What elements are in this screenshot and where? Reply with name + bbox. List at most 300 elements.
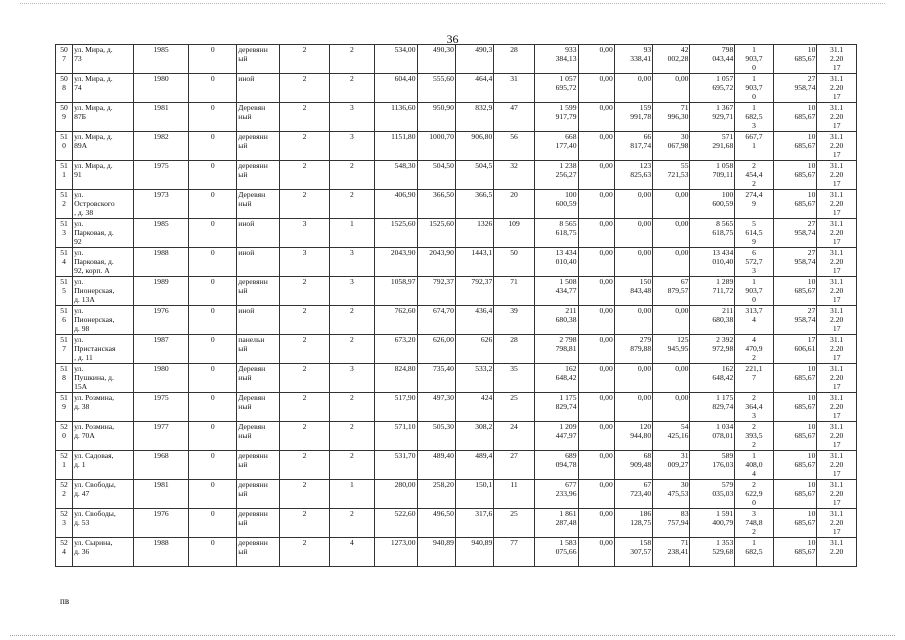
floors-cell: 2 [279,480,329,509]
local-share-cell: 589 176,03 [690,451,735,480]
living-area-cell: 950,90 [417,103,455,132]
max-cost-cell: 10 685,67 [773,538,817,567]
max-cost-cell: 10 685,67 [773,190,817,219]
residential-area-cell: 504,5 [455,161,493,190]
living-area-cell: 504,50 [417,161,455,190]
estimated-cost-cell: 1 599 917,79 [534,103,578,132]
row-number-cell: 51 2 [56,190,73,219]
unit-cost-cell: 1 408,0 4 [735,451,773,480]
entrances-cell: 3 [330,132,375,161]
col-4-cell: 0 [189,161,237,190]
local-share-cell: 1 175 829,74 [690,393,735,422]
footer-note: пв [60,596,70,606]
row-number-cell: 51 6 [56,306,73,335]
residential-area-cell: 1326 [455,219,493,248]
residential-area-cell: 436,4 [455,306,493,335]
row-number-cell: 51 8 [56,364,73,393]
table-row [56,451,857,480]
entrances-cell: 2 [330,161,375,190]
regional-share-cell: 71 996,30 [653,103,690,132]
estimated-cost-cell: 8 565 618,75 [534,219,578,248]
owners-funds-cell: 0,00 [578,509,614,538]
owners-funds-cell: 0,00 [578,306,614,335]
col-4-cell: 0 [189,190,237,219]
max-cost-cell: 10 685,67 [773,45,817,74]
residents-cell: 77 [494,538,535,567]
floors-cell: 2 [279,306,329,335]
owners-funds-cell: 0,00 [578,248,614,277]
max-cost-cell: 10 685,67 [773,480,817,509]
year-cell: 1988 [133,538,188,567]
table-row [56,364,857,393]
scan-bottom-edge [10,635,895,636]
owners-funds-cell: 0,00 [578,103,614,132]
living-area-cell: 674,70 [417,306,455,335]
estimated-cost-cell: 1 238 256,27 [534,161,578,190]
entrances-cell: 2 [330,393,375,422]
living-area-cell: 490,30 [417,45,455,74]
wall-material-cell: деревянн ый [237,509,280,538]
deadline-cell: 31.1 2.20 17 [817,480,857,509]
residential-area-cell: 464,4 [455,74,493,103]
floors-cell: 2 [279,161,329,190]
entrances-cell: 1 [330,480,375,509]
address-cell: ул. Пушкина, д. 15А [73,364,134,393]
floors-cell: 2 [279,45,329,74]
residents-cell: 27 [494,451,535,480]
row-number-cell: 52 2 [56,480,73,509]
table-row [56,161,857,190]
entrances-cell: 2 [330,509,375,538]
living-area-cell: 1525,60 [417,219,455,248]
wall-material-cell: Деревян ный [237,190,280,219]
col-4-cell: 0 [189,132,237,161]
estimated-cost-cell: 211 680,38 [534,306,578,335]
fund-share-cell: 66 817,74 [614,132,652,161]
deadline-cell: 31.1 2.20 17 [817,509,857,538]
year-cell: 1975 [133,161,188,190]
row-number-cell: 50 7 [56,45,73,74]
table-row [56,480,857,509]
floors-cell: 3 [279,219,329,248]
unit-cost-cell: 3 748,8 2 [735,509,773,538]
year-cell: 1981 [133,103,188,132]
col-4-cell: 0 [189,335,237,364]
residents-cell: 35 [494,364,535,393]
address-cell: ул. Садовая, д. 1 [73,451,134,480]
address-cell: ул. Свободы, д. 47 [73,480,134,509]
residents-cell: 39 [494,306,535,335]
fund-share-cell: 0,00 [614,364,652,393]
row-number-cell: 52 3 [56,509,73,538]
fund-share-cell: 0,00 [614,393,652,422]
floors-cell: 2 [279,538,329,567]
residential-area-cell: 626 [455,335,493,364]
local-share-cell: 13 434 010,40 [690,248,735,277]
table-row [56,277,857,306]
estimated-cost-cell: 668 177,40 [534,132,578,161]
col-4-cell: 0 [189,451,237,480]
regional-share-cell: 42 002,28 [653,45,690,74]
wall-material-cell: деревянн ый [237,132,280,161]
living-area-cell: 366,50 [417,190,455,219]
max-cost-cell: 10 685,67 [773,132,817,161]
max-cost-cell: 10 685,67 [773,277,817,306]
estimated-cost-cell: 933 384,13 [534,45,578,74]
address-cell: ул. Сырина, д. 36 [73,538,134,567]
unit-cost-cell: 2 364,4 3 [735,393,773,422]
entrances-cell: 4 [330,538,375,567]
address-cell: ул. Пионерская, д. 13А [73,277,134,306]
local-share-cell: 1 591 400,79 [690,509,735,538]
residential-area-cell: 150,1 [455,480,493,509]
row-number-cell: 51 5 [56,277,73,306]
wall-material-cell: иной [237,306,280,335]
address-cell: ул. Мира, д. 91 [73,161,134,190]
residents-cell: 25 [494,509,535,538]
residential-area-cell: 424 [455,393,493,422]
local-share-cell: 1 353 529,68 [690,538,735,567]
local-share-cell: 1 367 929,71 [690,103,735,132]
deadline-cell: 31.1 2.20 17 [817,103,857,132]
floors-cell: 2 [279,190,329,219]
year-cell: 1988 [133,248,188,277]
entrances-cell: 2 [330,45,375,74]
col-4-cell: 0 [189,248,237,277]
living-area-cell: 489,40 [417,451,455,480]
wall-material-cell: Деревян ный [237,364,280,393]
entrances-cell: 3 [330,364,375,393]
local-share-cell: 1 289 711,72 [690,277,735,306]
residential-area-cell: 792,37 [455,277,493,306]
col-4-cell: 0 [189,538,237,567]
address-cell: ул. Мира, д. 87Б [73,103,134,132]
floors-cell: 2 [279,393,329,422]
max-cost-cell: 10 685,67 [773,509,817,538]
residents-cell: 24 [494,422,535,451]
regional-share-cell: 0,00 [653,190,690,219]
row-number-cell: 51 4 [56,248,73,277]
wall-material-cell: деревянн ый [237,161,280,190]
unit-cost-cell: 1 682,5 [735,538,773,567]
living-area-cell: 735,40 [417,364,455,393]
owners-funds-cell: 0,00 [578,451,614,480]
living-area-cell: 2043,90 [417,248,455,277]
unit-cost-cell: 2 393,5 2 [735,422,773,451]
estimated-cost-cell: 677 233,96 [534,480,578,509]
owners-funds-cell: 0,00 [578,422,614,451]
year-cell: 1976 [133,509,188,538]
residential-area-cell: 533,2 [455,364,493,393]
total-area-cell: 1151,80 [374,132,417,161]
local-share-cell: 2 392 972,98 [690,335,735,364]
owners-funds-cell: 0,00 [578,480,614,509]
estimated-cost-cell: 1 209 447,97 [534,422,578,451]
owners-funds-cell: 0,00 [578,335,614,364]
floors-cell: 2 [279,103,329,132]
total-area-cell: 531,70 [374,451,417,480]
year-cell: 1973 [133,190,188,219]
row-number-cell: 51 7 [56,335,73,364]
unit-cost-cell: 2 622,9 0 [735,480,773,509]
year-cell: 1980 [133,74,188,103]
table-row [56,219,857,248]
registry-body [56,45,857,567]
deadline-cell: 31.1 2.20 17 [817,277,857,306]
fund-share-cell: 0,00 [614,190,652,219]
entrances-cell: 2 [330,190,375,219]
fund-share-cell: 0,00 [614,219,652,248]
fund-share-cell: 68 909,48 [614,451,652,480]
max-cost-cell: 27 958,74 [773,306,817,335]
living-area-cell: 505,30 [417,422,455,451]
wall-material-cell: иной [237,74,280,103]
deadline-cell: 31.1 2.20 17 [817,422,857,451]
local-share-cell: 1 057 695,72 [690,74,735,103]
owners-funds-cell: 0,00 [578,45,614,74]
table-row [56,393,857,422]
col-4-cell: 0 [189,422,237,451]
deadline-cell: 31.1 2.20 17 [817,364,857,393]
fund-share-cell: 158 307,57 [614,538,652,567]
deadline-cell: 31.1 2.20 17 [817,248,857,277]
col-4-cell: 0 [189,364,237,393]
table-row [56,306,857,335]
table-row [56,538,857,567]
col-4-cell: 0 [189,277,237,306]
page-number: 36 [446,32,459,46]
residents-cell: 25 [494,393,535,422]
max-cost-cell: 10 685,67 [773,103,817,132]
total-area-cell: 280,00 [374,480,417,509]
owners-funds-cell: 0,00 [578,219,614,248]
regional-share-cell: 30 067,98 [653,132,690,161]
owners-funds-cell: 0,00 [578,538,614,567]
total-area-cell: 571,10 [374,422,417,451]
estimated-cost-cell: 1 175 829,74 [534,393,578,422]
estimated-cost-cell: 1 583 075,66 [534,538,578,567]
local-share-cell: 579 035,03 [690,480,735,509]
deadline-cell: 31.1 2.20 17 [817,306,857,335]
floors-cell: 2 [279,277,329,306]
regional-share-cell: 0,00 [653,393,690,422]
fund-share-cell: 159 991,78 [614,103,652,132]
table-row [56,509,857,538]
row-number-cell: 51 3 [56,219,73,248]
fund-share-cell: 123 825,63 [614,161,652,190]
unit-cost-cell: 6 572,7 3 [735,248,773,277]
living-area-cell: 497,30 [417,393,455,422]
max-cost-cell: 27 958,74 [773,74,817,103]
residents-cell: 71 [494,277,535,306]
residential-area-cell: 317,6 [455,509,493,538]
regional-share-cell: 125 945,95 [653,335,690,364]
estimated-cost-cell: 1 057 695,72 [534,74,578,103]
max-cost-cell: 10 685,67 [773,393,817,422]
unit-cost-cell: 667,7 1 [735,132,773,161]
regional-share-cell: 83 757,94 [653,509,690,538]
total-area-cell: 1525,60 [374,219,417,248]
max-cost-cell: 10 685,67 [773,451,817,480]
wall-material-cell: иной [237,248,280,277]
unit-cost-cell: 221,1 7 [735,364,773,393]
deadline-cell: 31.1 2.20 17 [817,219,857,248]
floors-cell: 3 [279,248,329,277]
deadline-cell: 31.1 2.20 17 [817,190,857,219]
address-cell: ул. Мира, д. 73 [73,45,134,74]
row-number-cell: 52 4 [56,538,73,567]
row-number-cell: 52 1 [56,451,73,480]
deadline-cell: 31.1 2.20 17 [817,335,857,364]
year-cell: 1982 [133,132,188,161]
wall-material-cell: панельн ый [237,335,280,364]
deadline-cell: 31.1 2.20 17 [817,161,857,190]
total-area-cell: 824,80 [374,364,417,393]
wall-material-cell: Деревян ный [237,422,280,451]
entrances-cell: 2 [330,451,375,480]
table-row [56,103,857,132]
local-share-cell: 1 034 078,01 [690,422,735,451]
col-4-cell: 0 [189,45,237,74]
table-row [56,248,857,277]
max-cost-cell: 17 606,61 [773,335,817,364]
address-cell: ул. Пристанская , д. 11 [73,335,134,364]
address-cell: ул. Островского , д. 38 [73,190,134,219]
unit-cost-cell: 5 614,5 9 [735,219,773,248]
unit-cost-cell: 1 682,5 3 [735,103,773,132]
entrances-cell: 3 [330,277,375,306]
housing-registry-table [55,44,857,567]
fund-share-cell: 0,00 [614,74,652,103]
residents-cell: 20 [494,190,535,219]
fund-share-cell: 93 338,41 [614,45,652,74]
year-cell: 1976 [133,306,188,335]
wall-material-cell: деревянн ый [237,480,280,509]
estimated-cost-cell: 1 508 434,77 [534,277,578,306]
year-cell: 1977 [133,422,188,451]
unit-cost-cell: 1 903,7 0 [735,277,773,306]
residents-cell: 11 [494,480,535,509]
owners-funds-cell: 0,00 [578,393,614,422]
total-area-cell: 517,90 [374,393,417,422]
max-cost-cell: 10 685,67 [773,364,817,393]
unit-cost-cell: 2 454,4 2 [735,161,773,190]
living-area-cell: 258,20 [417,480,455,509]
regional-share-cell: 0,00 [653,248,690,277]
local-share-cell: 1 058 709,11 [690,161,735,190]
deadline-cell: 31.1 2.20 17 [817,393,857,422]
max-cost-cell: 27 958,74 [773,219,817,248]
row-number-cell: 50 8 [56,74,73,103]
regional-share-cell: 0,00 [653,74,690,103]
table-row [56,190,857,219]
residents-cell: 50 [494,248,535,277]
regional-share-cell: 0,00 [653,219,690,248]
wall-material-cell: Деревян ный [237,103,280,132]
table-row [56,335,857,364]
fund-share-cell: 186 128,75 [614,509,652,538]
fund-share-cell: 150 843,48 [614,277,652,306]
address-cell: ул. Свободы, д. 53 [73,509,134,538]
address-cell: ул. Розмина, д. 70А [73,422,134,451]
local-share-cell: 798 043,44 [690,45,735,74]
year-cell: 1987 [133,335,188,364]
total-area-cell: 673,20 [374,335,417,364]
regional-share-cell: 71 238,41 [653,538,690,567]
unit-cost-cell: 4 470,9 2 [735,335,773,364]
col-4-cell: 0 [189,393,237,422]
estimated-cost-cell: 100 600,59 [534,190,578,219]
unit-cost-cell: 274,4 9 [735,190,773,219]
year-cell: 1985 [133,219,188,248]
owners-funds-cell: 0,00 [578,161,614,190]
living-area-cell: 626,00 [417,335,455,364]
address-cell: ул. Розмина, д. 38 [73,393,134,422]
floors-cell: 2 [279,74,329,103]
row-number-cell: 51 0 [56,132,73,161]
estimated-cost-cell: 13 434 010,40 [534,248,578,277]
estimated-cost-cell: 689 094,78 [534,451,578,480]
residents-cell: 32 [494,161,535,190]
unit-cost-cell: 1 903,7 0 [735,74,773,103]
local-share-cell: 8 565 618,75 [690,219,735,248]
total-area-cell: 548,30 [374,161,417,190]
year-cell: 1975 [133,393,188,422]
col-4-cell: 0 [189,480,237,509]
entrances-cell: 2 [330,335,375,364]
local-share-cell: 211 680,38 [690,306,735,335]
owners-funds-cell: 0,00 [578,277,614,306]
total-area-cell: 604,40 [374,74,417,103]
regional-share-cell: 30 475,53 [653,480,690,509]
residential-area-cell: 906,80 [455,132,493,161]
entrances-cell: 3 [330,248,375,277]
address-cell: ул. Мира, д. 74 [73,74,134,103]
wall-material-cell: иной [237,219,280,248]
year-cell: 1980 [133,364,188,393]
total-area-cell: 2043,90 [374,248,417,277]
scan-top-edge [20,3,885,4]
floors-cell: 2 [279,509,329,538]
floors-cell: 2 [279,132,329,161]
year-cell: 1968 [133,451,188,480]
estimated-cost-cell: 1 861 287,48 [534,509,578,538]
wall-material-cell: деревянн ый [237,451,280,480]
residential-area-cell: 940,89 [455,538,493,567]
year-cell: 1981 [133,480,188,509]
floors-cell: 2 [279,335,329,364]
total-area-cell: 1136,60 [374,103,417,132]
residential-area-cell: 490,3 [455,45,493,74]
fund-share-cell: 279 879,88 [614,335,652,364]
residents-cell: 109 [494,219,535,248]
max-cost-cell: 10 685,67 [773,161,817,190]
total-area-cell: 534,00 [374,45,417,74]
floors-cell: 2 [279,422,329,451]
floors-cell: 2 [279,364,329,393]
estimated-cost-cell: 2 798 798,81 [534,335,578,364]
floors-cell: 2 [279,451,329,480]
residents-cell: 47 [494,103,535,132]
deadline-cell: 31.1 2.20 17 [817,45,857,74]
living-area-cell: 940,89 [417,538,455,567]
row-number-cell: 52 0 [56,422,73,451]
owners-funds-cell: 0,00 [578,132,614,161]
table-row [56,74,857,103]
regional-share-cell: 0,00 [653,364,690,393]
estimated-cost-cell: 162 648,42 [534,364,578,393]
unit-cost-cell: 313,7 4 [735,306,773,335]
